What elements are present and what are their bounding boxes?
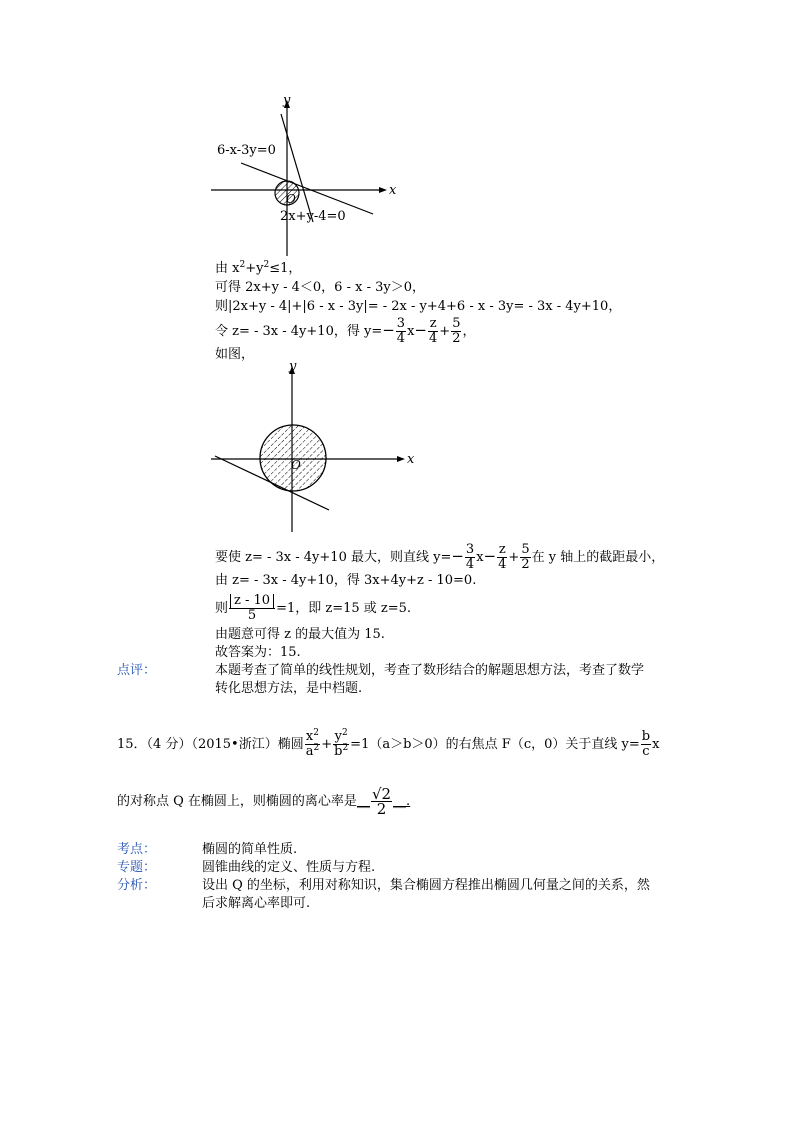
- answer-blank: __.: [393, 794, 411, 809]
- denominator: c: [642, 744, 650, 759]
- kaodian-text: 椭圆的简单性质.: [202, 842, 298, 857]
- review-line-2: 转化思想方法，是中档题.: [215, 681, 363, 696]
- numerator: [229, 594, 275, 608]
- zhuanti-text: 圆锥曲线的定义、性质与方程.: [202, 860, 376, 875]
- text: y: [334, 729, 342, 744]
- fig1-y-label: y: [283, 93, 291, 108]
- numerator: z: [498, 542, 506, 557]
- denominator: 5: [229, 608, 275, 623]
- numerator: 5: [521, 542, 530, 557]
- superscript: 2: [313, 743, 320, 753]
- solution-line-8: [215, 594, 411, 623]
- numerator: [333, 730, 349, 744]
- minus-sign: −: [483, 547, 497, 565]
- text: ，: [462, 324, 476, 339]
- kaodian-label: 考点：: [117, 842, 157, 857]
- figure-2-svg: [205, 356, 425, 536]
- figure-1-graph: [205, 90, 405, 262]
- answer-fraction: [371, 787, 392, 816]
- fig1-origin-label: O: [286, 192, 296, 206]
- plus-sign: +: [508, 550, 520, 565]
- denominator: 2: [521, 557, 530, 572]
- superscript: 2: [263, 260, 270, 270]
- solution-line-6: [215, 543, 664, 572]
- fraction: [497, 543, 507, 572]
- fenxi-line-2: 后求解离心率即可.: [202, 896, 311, 911]
- superscript: 2: [239, 260, 246, 270]
- text: =1（a＞b＞0）的右焦点 F（c，0）关于直线 y=: [350, 737, 640, 752]
- absolute-value: z - 10: [230, 594, 274, 608]
- figure-1-svg: [205, 90, 405, 262]
- denominator: 4: [429, 331, 438, 346]
- fraction-x2-a2: [305, 730, 321, 759]
- fenxi-label: 分析：: [117, 878, 157, 893]
- fraction-y2-b2: [333, 730, 349, 759]
- denominator: [305, 744, 321, 759]
- fig2-y-label: y: [289, 359, 297, 374]
- solution-line-1: [215, 261, 301, 277]
- review-line-1: 本题考查了简单的线性规划，考查了数形结合的解题思想方法，考查了数学: [215, 663, 645, 678]
- fenxi-line-1: 设出 Q 的坐标，利用对称知识，集合椭圆方程推出椭圆几何量之间的关系，然: [202, 878, 650, 893]
- fraction-b-c: [641, 730, 651, 759]
- solution-line-7: 由 z= - 3x - 4y+10，得 3x+4y+z - 10=0.: [215, 573, 477, 588]
- text: x: [305, 729, 314, 744]
- denominator: 4: [396, 331, 406, 346]
- denominator: 4: [498, 557, 507, 572]
- minus-sign: −: [382, 321, 395, 339]
- fig1-x-label: x: [389, 183, 397, 198]
- numerator: [305, 730, 321, 744]
- denominator: 4: [465, 557, 475, 572]
- problem-15-line-1: [117, 730, 659, 759]
- fraction: [520, 543, 530, 572]
- superscript: 2: [342, 743, 349, 753]
- superscript: 2: [313, 728, 319, 738]
- solution-line-3: 则|2x+y - 4|+|6 - x - 3y|= - 2x - y+4+6 - x - 3y= - 3x - 4y+10，: [215, 299, 622, 314]
- solution-line-5: 如图，: [215, 347, 255, 362]
- fraction: [229, 594, 275, 623]
- text: =1，即 z=15 或 z=5.: [276, 601, 412, 616]
- fraction: [465, 543, 475, 572]
- figure-2-graph: [205, 356, 425, 536]
- x-axis-arrow: [379, 187, 387, 193]
- text: x: [652, 737, 660, 752]
- answer-blank: __: [356, 794, 370, 809]
- zhuanti-label: 专题：: [117, 860, 157, 875]
- fig2-x-label: x: [407, 452, 415, 467]
- denominator: [333, 744, 349, 759]
- text: 在 y 轴上的截距最小，: [531, 550, 665, 565]
- text: x: [407, 324, 415, 339]
- fraction: [451, 317, 461, 346]
- text: 令 z= - 3x - 4y+10，得 y=: [215, 324, 383, 339]
- problem-15-line-2: [117, 787, 410, 816]
- numerator: 3: [396, 316, 406, 331]
- solution-line-10: 故答案为：15.: [215, 645, 301, 660]
- solution-line-9: 由题意可得 z 的最大值为 15.: [215, 627, 385, 642]
- line-6-x-3y: [241, 163, 373, 214]
- fig1-line2-label: 2x+y-4=0: [280, 209, 346, 224]
- text: a: [305, 744, 314, 759]
- text: +y: [245, 261, 264, 276]
- solution-line-2: 可得 2x+y - 4＜0，6 - x - 3y＞0，: [215, 280, 425, 295]
- fraction: [396, 317, 406, 346]
- problem-prefix: 15．（4 分）（2015•浙江）椭圆: [117, 737, 304, 752]
- text: 要使 z= - 3x - 4y+10 最大，则直线 y=: [215, 550, 452, 565]
- denominator: 2: [371, 801, 392, 816]
- text: b: [334, 744, 343, 759]
- numerator: z: [429, 316, 437, 331]
- numerator: 3: [465, 542, 475, 557]
- numerator: b: [641, 729, 651, 744]
- text: ≤1，: [269, 261, 302, 276]
- text: 的对称点 Q 在椭圆上，则椭圆的离心率是: [117, 794, 357, 809]
- minus-sign: −: [451, 547, 464, 565]
- fig2-origin-label: O: [291, 458, 301, 472]
- review-label: 点评：: [117, 663, 157, 678]
- plus-sign: +: [321, 737, 333, 752]
- fig1-line1-label: 6-x-3y=0: [217, 143, 276, 158]
- numerator: √2: [371, 785, 392, 803]
- x-axis-arrow: [397, 456, 405, 462]
- fraction: [428, 317, 438, 346]
- minus-sign: −: [414, 321, 427, 339]
- text: 由 x: [215, 261, 240, 276]
- denominator: 2: [452, 331, 461, 346]
- superscript: 2: [341, 728, 348, 738]
- numerator: 5: [452, 316, 461, 331]
- text: 则: [215, 601, 229, 616]
- solution-line-4: [215, 317, 475, 346]
- text: x: [476, 550, 484, 565]
- plus-sign: +: [439, 324, 451, 339]
